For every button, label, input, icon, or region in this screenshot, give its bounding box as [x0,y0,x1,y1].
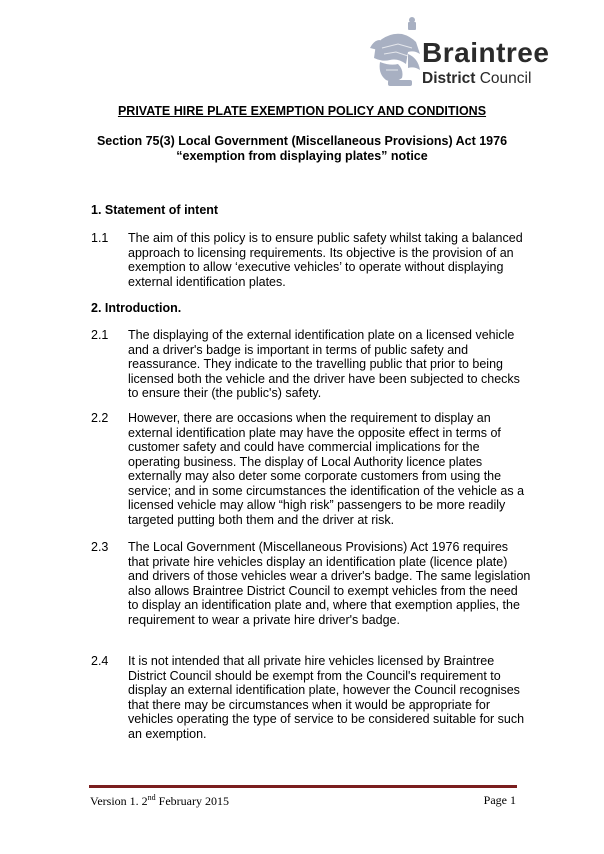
paragraph-2-3 [91,540,531,627]
paragraph-number: 2.2 [91,411,109,425]
footer-version-sup: nd [147,793,156,802]
paragraph-number: 1.1 [91,231,109,245]
paragraph-2-2 [91,411,531,527]
footer-version-text: Version 1. 2 [90,794,148,808]
footer-rule [89,785,517,788]
council-crest-icon [368,14,428,90]
paragraph-number: 2.4 [91,654,109,668]
logo-district: District [422,70,476,87]
logo-district-council [422,70,531,88]
logo-council: Council [475,70,532,87]
paragraph-2-1 [91,328,531,401]
subtitle-line-1: Section 75(3) Local Government (Miscellaneous Provisions) Act 1976 [96,134,508,148]
paragraph-text: The Local Government (Miscellaneous Provisions) Act 1976 requires that private hire vehicles display an identification plate (licence plate) and drivers of those vehicles wear a driver's badge. The same legislation also allows Braintree District Council to exempt vehicles from the need to display an identification plate and, where that exemption applies, the requirement to wear a private hire driver's badge. [128,540,531,627]
paragraph-number: 2.1 [91,328,109,342]
subtitle-line-2: “exemption from displaying plates” notice [176,149,428,163]
paragraph-text: It is not intended that all private hire vehicles licensed by Braintree District Council should be exempt from the Council's requirement to display an external identification plate, however the Council recognises that there may be circumstances when it would be appropriate for vehicles operating the type of service to be considered suitable for such an exemption. [128,654,525,741]
footer-version-date: February 2015 [155,794,229,808]
footer-page-number: Page 1 [483,793,516,807]
paragraph-2-4 [91,654,531,741]
document-subtitle [0,134,604,164]
paragraph-text: The displaying of the external identification plate on a licensed vehicle and a driver's badge is important in terms of public safety and reassurance. They indicate to the travelling public that prior to being licensed both the vehicle and the driver have been subjected to checks to ensure their (the public's) safety. [128,328,520,400]
document-title: PRIVATE HIRE PLATE EXEMPTION POLICY AND CONDITIONS [117,104,487,118]
footer-version [90,793,229,809]
paragraph-number: 2.3 [91,540,109,554]
council-logo [368,14,558,90]
logo-braintree: Braintree [422,37,550,68]
paragraph-text: The aim of this policy is to ensure public safety whilst taking a balanced approach to licensing requirements. Its objective is the provision of an exemption to allow ‘executive vehicles’ to operate without displaying external identification plates. [128,231,523,289]
paragraph-1-1 [91,231,531,289]
section-heading-statement: 1. Statement of intent [91,203,219,217]
paragraph-text: However, there are occasions when the requirement to display an external identification plate may have the opposite effect in terms of customer safety and could have commercial implications for the operating business. The display of Local Authority licence plates externally may also deter some corporate customers from using the service; and in some circumstances the identification of the vehicle as a licensed vehicle may allow “high risk” passengers to be more readily targeted putting both them and the driver at risk. [128,411,525,527]
section-heading-introduction: 2. Introduction. [91,301,182,315]
